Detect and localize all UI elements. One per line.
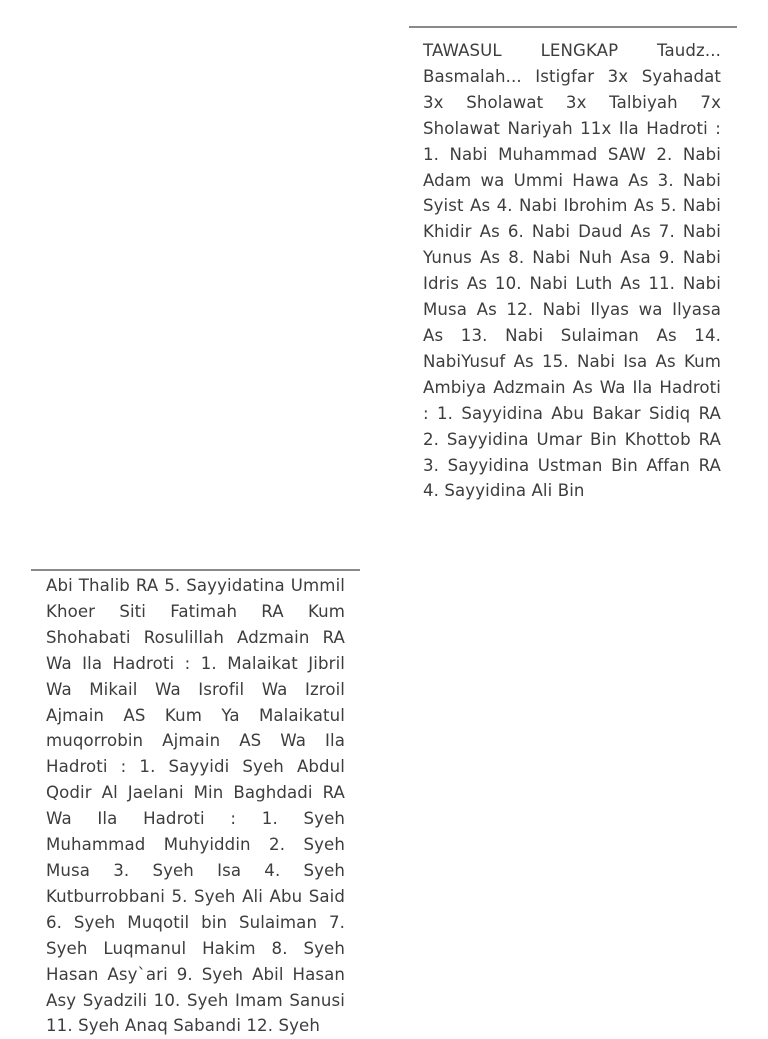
column-top-text: TAWASUL LENGKAP Taudz... Basmalah... Istigfar 3x Syahadat 3x Sholawat 3x Talbiyah 7x Sholawat Nariyah 11x Ila Hadroti : 1. Nabi Muhammad SAW 2. Nabi Adam wa Ummi Hawa As 3. Nabi Syist As 4. Nabi Ibrohim As 5. Nabi Khidir As 6. Nabi Daud As 7. Nabi Yunus As 8. Nabi Nuh Asa 9. Nabi Idris As 10. Nabi Luth As 11. Nabi Musa As 12. Nabi Ilyas wa Ilyasa As 13. Nabi Sulaiman As 14. NabiYusuf As 15. Nabi Isa As Kum Ambiya Adzmain As Wa Ila Hadroti : 1. Sayyidina Abu Bakar Sidiq RA 2. Sayyidina Umar Bin Khottob RA 3. Sayyidina Ustman Bin Affan RA 4. Sayyidina Ali Bin [423, 41, 721, 501]
document-column-bottom [31, 569, 360, 1039]
column-bottom-text: Abi Thalib RA 5. Sayyidatina Ummil Khoer Siti Fatimah RA Kum Shohabati Rosulillah Adzmain RA Wa Ila Hadroti : 1. Malaikat Jibril Wa Mikail Wa Isrofil Wa Izroil Ajmain AS Kum Ya Malaikatul muqorrobin Ajmain AS Wa Ila Hadroti : 1. Sayyidi Syeh Abdul Qodir Al Jaelani Min Baghdadi RA Wa Ila Hadroti : 1. Syeh Muhammad Muhyiddin 2. Syeh Musa 3. Syeh Isa 4. Syeh Kutburrobbani 5. Syeh Ali Abu Said 6. Syeh Muqotil bin Sulaiman 7. Syeh Luqmanul Hakim 8. Syeh Hasan Asy`ari 9. Syeh Abil Hasan Asy Syadzili 10. Syeh Imam Sanusi 11. Syeh Anaq Sabandi 12. Syeh [46, 576, 345, 1036]
document-column-top [409, 26, 737, 504]
